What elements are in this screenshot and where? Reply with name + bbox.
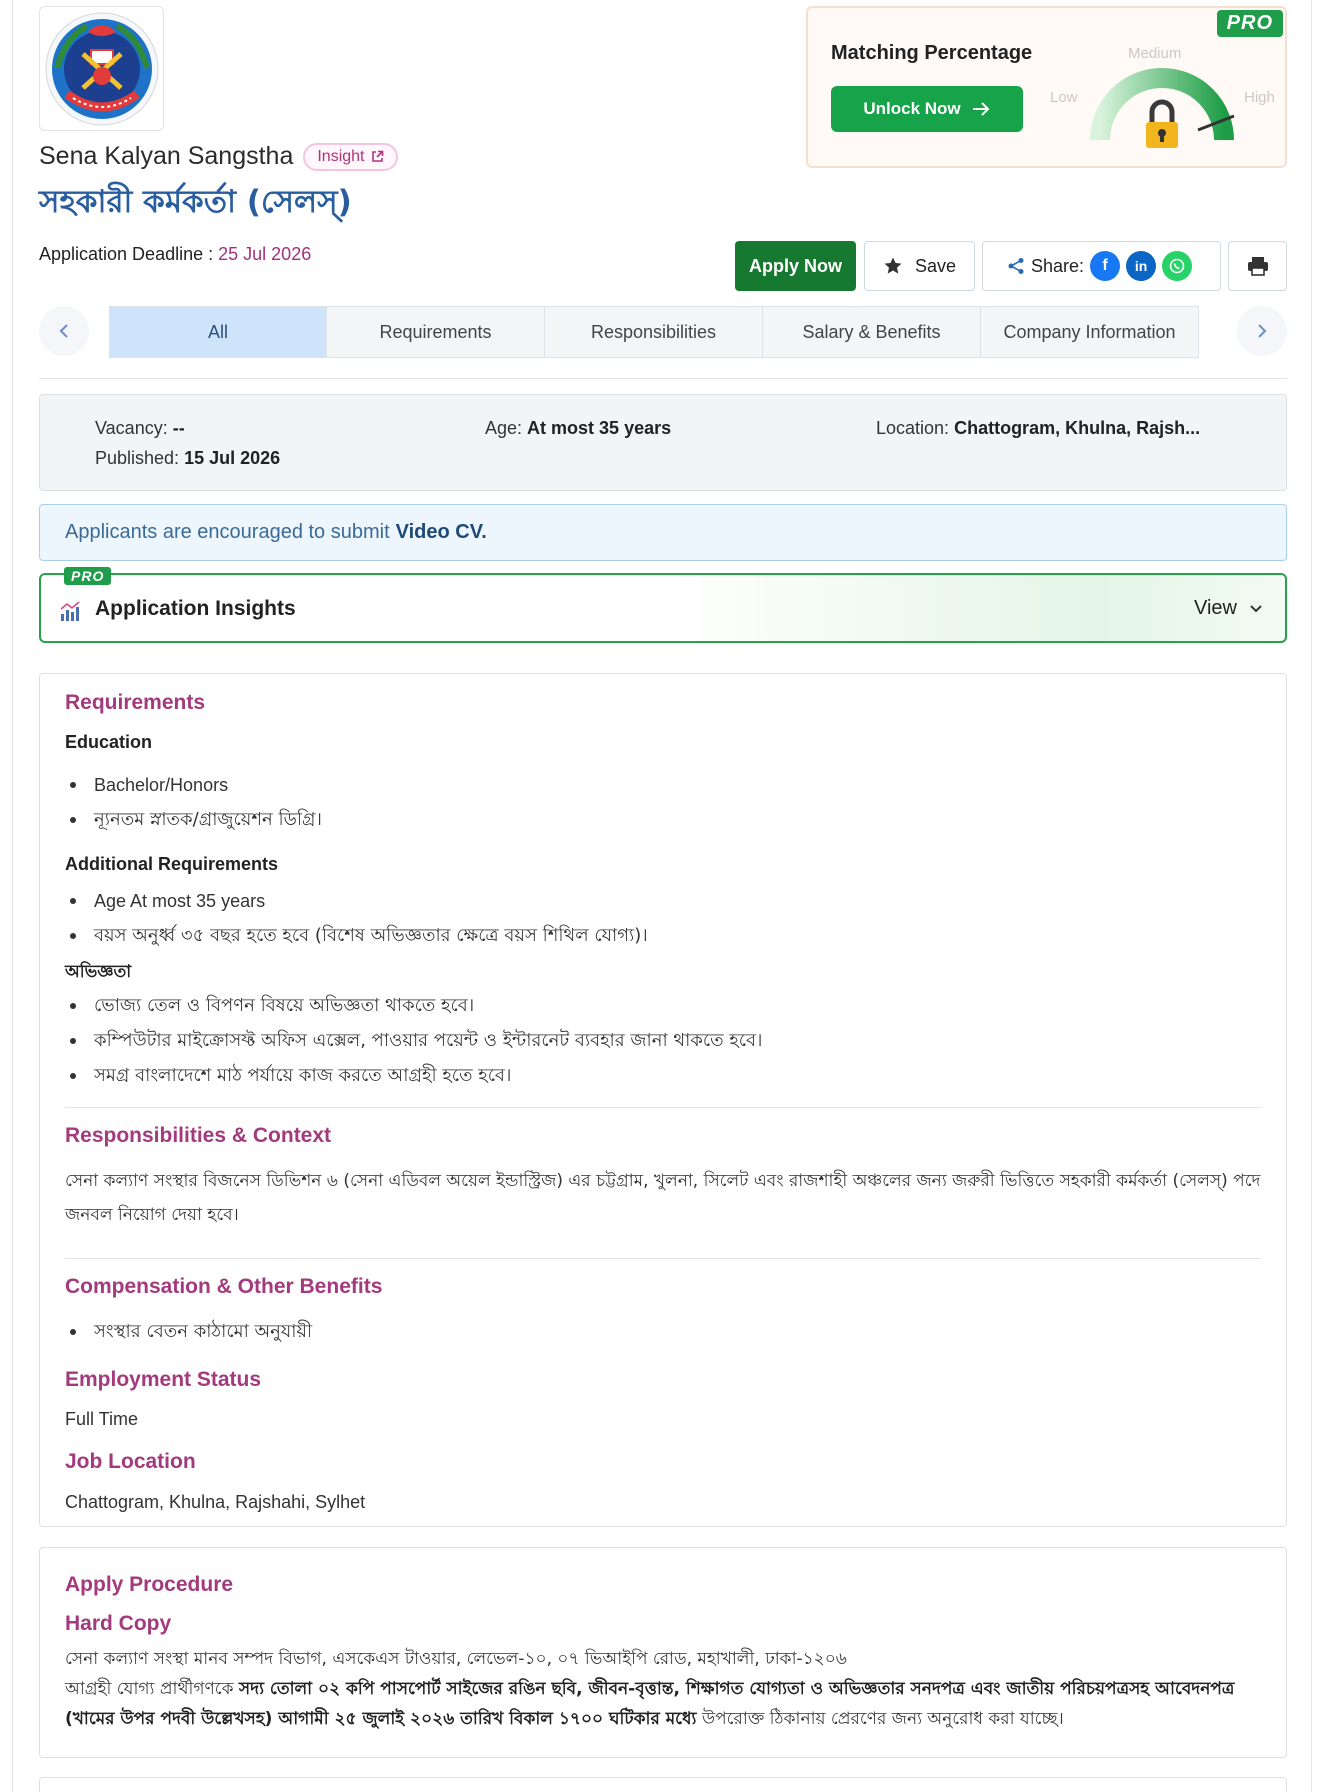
company-row	[39, 142, 398, 171]
printer-icon	[1247, 256, 1269, 276]
compensation-heading: Compensation & Other Benefits	[65, 1275, 383, 1298]
list-item: Age At most 35 years	[90, 888, 648, 923]
apply-text-bold: সদ্য তোলা ০২ কপি পাসপোর্ট সাইজের রঙিন ছবি, জীবন-বৃত্তান্ত, শিক্ষাগত যোগ্যতা ও অভিজ্ঞতার সনদপত্র এবং জাতীয় পরিচয়পত্রসহ আবেদনপত্র (খামের উপর পদবী উল্লেখসহ) আগামী ২৫ জুলাই ২০২৬ তারিখ বিকাল ১৭০০ ঘটিকার মধ্যে	[65, 1679, 1235, 1729]
vacancy-label: Vacancy:	[95, 418, 168, 438]
tab-requirements[interactable]: Requirements	[327, 306, 545, 358]
list-item: ভোজ্য তেল ও বিপণন বিষয়ে অভিজ্ঞতা থাকতে হবে।	[90, 993, 763, 1028]
linkedin-icon[interactable]: in	[1126, 251, 1156, 281]
lock-icon	[1146, 102, 1178, 148]
list-item: কম্পিউটার মাইক্রোসফ্ট অফিস এক্সেল, পাওয়ার পয়েন্ট ও ইন্টারনেট ব্যবহার জানা থাকতে হবে।	[90, 1028, 763, 1063]
insights-view-toggle[interactable]	[1194, 597, 1263, 620]
company-emblem-icon	[43, 10, 161, 128]
job-location-heading: Job Location	[65, 1450, 196, 1473]
insights-label: Application Insights	[95, 597, 296, 620]
vacancy	[95, 418, 185, 439]
page-border-right	[1311, 0, 1312, 1792]
list-item: বয়স অনুর্ধ্ব ৩৫ বছর হতে হবে (বিশেষ অভিজ্ঞতার ক্ষেত্রে বয়স শিথিল যোগ্য)।	[90, 923, 648, 958]
apply-address: সেনা কল্যাণ সংস্থা মানব সম্পদ বিভাগ, এসকেএস টাওয়ার, লেভেল-১০, ০৭ ভিআইপি রোড, মহাখালী, ঢাকা-১২০৬	[65, 1649, 847, 1669]
compensation-list	[90, 1319, 312, 1354]
share-icon	[1007, 257, 1025, 275]
list-item: ন্যূনতম স্নাতক/গ্রাজুয়েশন ডিগ্রি।	[90, 807, 322, 842]
analytics-chart-icon	[59, 600, 81, 622]
experience-list	[90, 993, 763, 1098]
job-details-card	[39, 673, 1287, 1527]
location	[876, 418, 1200, 439]
pro-badge: PRO	[1217, 10, 1283, 37]
list-item: সংস্থার বেতন কাঠামো অনুযায়ী	[90, 1319, 312, 1354]
vacancy-value: --	[172, 418, 185, 438]
unlock-now-label: Unlock Now	[863, 99, 961, 118]
video-cv-note	[39, 504, 1287, 561]
insight-link[interactable]	[303, 143, 397, 171]
chevron-right-icon	[1256, 323, 1268, 339]
matching-title: Matching Percentage	[831, 42, 1033, 64]
responsibilities-heading: Responsibilities & Context	[65, 1124, 332, 1147]
job-location-value: Chattogram, Khulna, Rajshahi, Sylhet	[65, 1492, 366, 1512]
section-divider	[65, 1107, 1261, 1108]
matching-gauge	[1038, 32, 1288, 162]
list-item: Bachelor/Honors	[90, 772, 322, 807]
requirements-heading: Requirements	[65, 691, 206, 714]
chevron-down-icon	[1249, 604, 1263, 614]
employment-status-value: Full Time	[65, 1409, 139, 1429]
employment-status-heading: Employment Status	[65, 1368, 262, 1391]
deadline-label: Application Deadline :	[39, 244, 214, 264]
location-value: Chattogram, Khulna, Rajsh...	[954, 418, 1201, 438]
additional-requirements-list	[90, 888, 648, 958]
application-deadline	[39, 244, 311, 265]
apply-instructions	[65, 1674, 1265, 1734]
tab-company-information[interactable]: Company Information	[981, 306, 1199, 358]
unlock-now-button[interactable]	[831, 86, 1023, 132]
insight-label: Insight	[317, 147, 365, 165]
section-divider	[65, 1258, 1261, 1259]
hard-copy-heading: Hard Copy	[65, 1612, 172, 1635]
age	[485, 418, 671, 439]
insights-pro-badge: PRO	[64, 567, 111, 585]
tab-responsibilities[interactable]: Responsibilities	[545, 306, 763, 358]
whatsapp-phone-icon	[1168, 257, 1186, 275]
apply-text-start: আগ্রহী যোগ্য প্রার্থীগণকে	[65, 1679, 239, 1699]
list-item: সমগ্র বাংলাদেশে মাঠ পর্যায়ে কাজ করতে আগ্রহী হতে হবে।	[90, 1063, 763, 1098]
section-tabs	[109, 306, 1199, 358]
age-value: At most 35 years	[527, 418, 672, 438]
apply-text-end: উপরোক্ত ঠিকানায় প্রেরণের জন্য অনুরোধ করা যাচ্ছে।	[696, 1709, 1064, 1729]
gauge-high-label: High	[1244, 89, 1275, 106]
external-link-icon	[371, 150, 384, 163]
deadline-value: 25 Jul 2026	[218, 244, 312, 264]
video-note-text: Applicants are encouraged to submit	[65, 521, 390, 543]
share-label: Share:	[1031, 255, 1085, 276]
published-label: Published:	[95, 448, 180, 468]
whatsapp-icon[interactable]	[1162, 251, 1192, 281]
application-insights-bar[interactable]	[39, 568, 1287, 643]
arrow-right-icon	[971, 101, 991, 117]
gauge-medium-label: Medium	[1128, 45, 1182, 62]
matching-percentage-card	[806, 6, 1287, 168]
published	[95, 448, 280, 469]
age-label: Age:	[485, 418, 523, 438]
job-summary	[39, 394, 1287, 491]
page-border-left	[12, 0, 13, 1792]
location-label: Location:	[876, 418, 950, 438]
apply-now-button[interactable]: Apply Now	[735, 241, 856, 291]
save-button[interactable]	[864, 241, 975, 291]
video-cv-link[interactable]: Video CV.	[395, 521, 487, 543]
published-value: 15 Jul 2026	[184, 448, 281, 468]
education-list	[90, 772, 322, 842]
apply-procedure-card	[39, 1547, 1287, 1758]
star-icon	[883, 256, 903, 276]
print-button[interactable]	[1228, 241, 1287, 291]
company-name[interactable]: Sena Kalyan Sangstha	[39, 142, 294, 170]
tab-all[interactable]: All	[109, 306, 327, 358]
tabs-next-button[interactable]	[1237, 306, 1287, 356]
responsibilities-text: সেনা কল্যাণ সংস্থার বিজনেস ডিভিশন ৬ (সেনা এডিবল অয়েল ইন্ডাস্ট্রিজ) এর চট্টগ্রাম, খুলনা, সিলেট এবং রাজশাহী অঞ্চলের জন্য জরুরী ভিত্তিতে সহকারী কর্মকর্তা (সেলস্) পদে জনবল নিয়োগ দেয়া হবে।	[65, 1171, 1261, 1225]
education-heading: Education	[65, 732, 153, 752]
facebook-icon[interactable]: f	[1090, 251, 1120, 281]
insights-view-label: View	[1194, 597, 1237, 619]
chevron-left-icon	[58, 323, 70, 339]
share-box	[982, 241, 1221, 291]
tabs-divider	[39, 378, 1287, 379]
company-logo[interactable]	[39, 6, 164, 131]
apply-procedure-heading: Apply Procedure	[65, 1573, 234, 1596]
job-title: সহকারী কর্মকর্তা (সেলস্)	[39, 184, 352, 220]
gauge-low-label: Low	[1050, 89, 1078, 106]
tab-salary-benefits[interactable]: Salary & Benefits	[763, 306, 981, 358]
experience-heading: অভিজ্ঞতা	[65, 962, 132, 982]
save-label: Save	[914, 255, 957, 276]
next-card-partial	[39, 1777, 1287, 1792]
tabs-prev-button[interactable]	[39, 306, 89, 356]
additional-requirements-heading: Additional Requirements	[65, 854, 279, 874]
